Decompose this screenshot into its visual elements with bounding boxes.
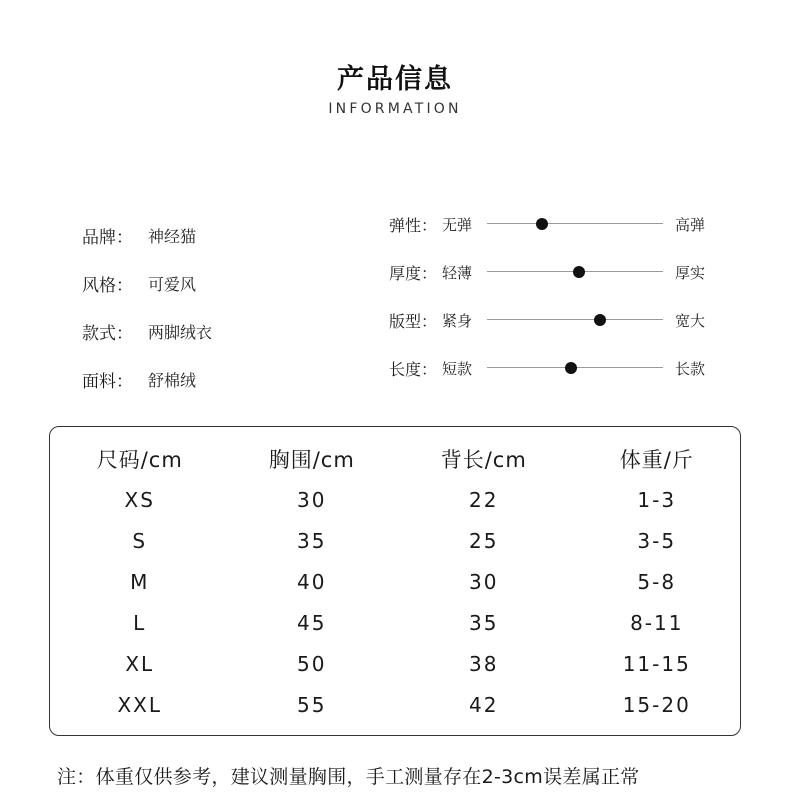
table-cell: 35 bbox=[469, 610, 499, 635]
attribute-key: 风格： bbox=[82, 275, 133, 296]
table-cell: 15-20 bbox=[622, 692, 691, 717]
table-row bbox=[50, 602, 740, 643]
table-row bbox=[50, 561, 740, 602]
table-cell: 1-3 bbox=[637, 487, 677, 512]
table-cell: 30 bbox=[469, 569, 499, 594]
attribute-key: 品牌： bbox=[82, 227, 133, 248]
slider-knob bbox=[565, 362, 577, 374]
slider-row-thickness bbox=[389, 259, 719, 307]
slider-min-label: 紧身 bbox=[442, 312, 473, 330]
slider-row-elasticity bbox=[389, 211, 719, 259]
table-cell: XXL bbox=[117, 692, 163, 717]
table-cell: 42 bbox=[469, 692, 499, 717]
slider-max-label: 长款 bbox=[675, 360, 706, 378]
column-header-back-length: 背长/cm bbox=[440, 448, 527, 472]
size-table-header-row bbox=[50, 439, 740, 479]
attribute-value: 神经猫 bbox=[148, 226, 197, 246]
attribute-list bbox=[82, 211, 212, 403]
table-cell: 38 bbox=[469, 651, 499, 676]
page-subtitle: INFORMATION bbox=[328, 101, 462, 117]
table-cell: 50 bbox=[297, 651, 327, 676]
table-cell: 55 bbox=[297, 692, 327, 717]
slider-min-label: 短款 bbox=[442, 360, 473, 378]
table-cell: 30 bbox=[297, 487, 327, 512]
table-row bbox=[50, 643, 740, 684]
slider-label: 版型： bbox=[389, 312, 438, 331]
page-title: 产品信息 bbox=[337, 64, 453, 95]
slider-row-fit bbox=[389, 307, 719, 355]
table-cell: 22 bbox=[469, 487, 499, 512]
table-cell: XS bbox=[124, 487, 155, 512]
slider-knob bbox=[594, 314, 606, 326]
slider-label: 弹性： bbox=[389, 216, 438, 235]
size-chart-box bbox=[49, 426, 741, 736]
table-row bbox=[50, 520, 740, 561]
table-cell: 3-5 bbox=[637, 528, 677, 553]
table-cell: 45 bbox=[297, 610, 327, 635]
table-cell: XL bbox=[125, 651, 155, 676]
attribute-value: 可爱风 bbox=[148, 274, 197, 294]
slider-min-label: 无弹 bbox=[442, 216, 473, 234]
column-header-chest: 胸围/cm bbox=[268, 448, 355, 472]
slider-knob bbox=[536, 218, 548, 230]
attribute-row-type bbox=[82, 307, 212, 355]
attribute-row-style bbox=[82, 259, 212, 307]
slider-max-label: 宽大 bbox=[675, 312, 706, 330]
slider-track bbox=[487, 319, 663, 320]
slider-min-label: 轻薄 bbox=[442, 264, 473, 282]
slider-knob bbox=[573, 266, 585, 278]
attribute-key: 面料： bbox=[82, 371, 133, 392]
attribute-row-fabric bbox=[82, 355, 212, 403]
slider-max-label: 厚实 bbox=[675, 264, 706, 282]
table-cell: L bbox=[133, 610, 147, 635]
table-cell: 8-11 bbox=[630, 610, 684, 635]
table-cell: 5-8 bbox=[637, 569, 677, 594]
slider-label: 长度： bbox=[389, 360, 438, 379]
footnote: 注：体重仅供参考，建议测量胸围，手工测量存在2-3cm误差属正常 bbox=[57, 766, 640, 788]
attribute-key: 款式： bbox=[82, 323, 133, 344]
table-cell: 35 bbox=[297, 528, 327, 553]
table-cell: 40 bbox=[297, 569, 327, 594]
table-cell: 25 bbox=[469, 528, 499, 553]
table-row bbox=[50, 479, 740, 520]
size-table bbox=[50, 439, 740, 725]
table-cell: M bbox=[130, 569, 150, 594]
attribute-value: 两脚绒衣 bbox=[148, 322, 213, 342]
slider-label: 厚度： bbox=[389, 264, 438, 283]
slider-max-label: 高弹 bbox=[675, 216, 706, 234]
table-cell: 11-15 bbox=[622, 651, 691, 676]
attribute-value: 舒棉绒 bbox=[148, 370, 197, 390]
table-cell: S bbox=[132, 528, 148, 553]
attribute-slider-list bbox=[389, 211, 719, 403]
slider-track bbox=[487, 223, 663, 224]
attribute-row-brand bbox=[82, 211, 212, 259]
column-header-weight: 体重/斤 bbox=[619, 448, 694, 472]
table-row bbox=[50, 684, 740, 725]
slider-row-length bbox=[389, 355, 719, 403]
column-header-size: 尺码/cm bbox=[96, 448, 183, 472]
